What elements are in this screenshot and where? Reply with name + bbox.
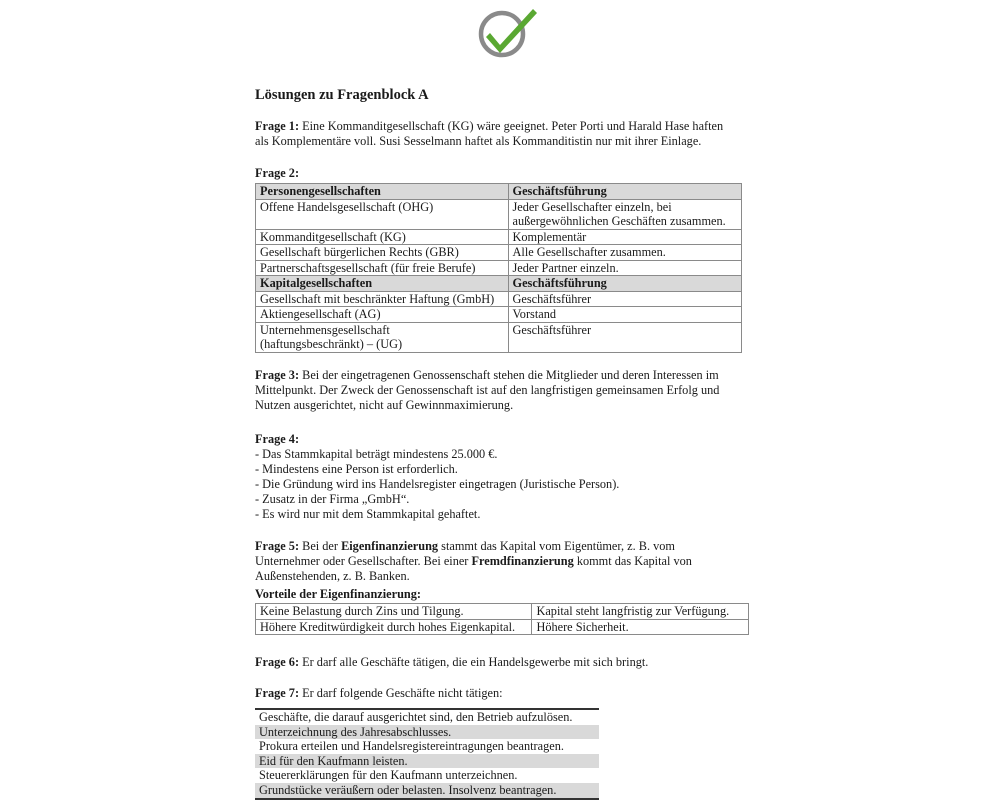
- table-cell: Geschäftsführer: [508, 291, 741, 307]
- vorteile-title: Vorteile der Eigenfinanzierung:: [255, 587, 421, 601]
- table-row: [256, 322, 742, 352]
- table-cell: Höhere Sicherheit.: [532, 619, 749, 635]
- list-item: Eid für den Kaufmann leisten.: [255, 754, 599, 769]
- frage-7: [255, 686, 503, 701]
- frage-1-text-line2: als Komplementäre voll. Susi Sesselmann haftet als Kommanditistin nur mit ihrer Einlage.: [255, 134, 702, 148]
- table-cell: Offene Handelsgesellschaft (OHG): [256, 199, 509, 229]
- table-cell: Jeder Partner einzeln.: [508, 260, 741, 276]
- frage-7-text: Er darf folgende Geschäfte nicht tätigen:: [302, 686, 503, 700]
- table-header-cell: Kapitalgesellschaften: [256, 276, 509, 292]
- table-cell: [256, 322, 509, 352]
- page-title: Lösungen zu Fragenblock A: [255, 87, 429, 103]
- table-cell: Geschäftsführer: [508, 322, 741, 352]
- frage-5-text: kommt das Kapital von: [576, 554, 692, 568]
- table-header-row: [256, 184, 742, 200]
- frage-5-text: Außenstehenden, z. B. Banken.: [255, 569, 410, 583]
- gesellschaften-table: [255, 183, 742, 353]
- list-item: Prokura erteilen und Handelsregistereintragungen beantragen.: [259, 739, 564, 754]
- frage-1-text-line1: Eine Kommanditgesellschaft (KG) wäre geeignet. Peter Porti und Harald Hase haften: [302, 119, 724, 133]
- frage-7-label: Frage 7:: [255, 686, 300, 700]
- frage-1: [255, 119, 723, 149]
- table-row: [256, 245, 742, 261]
- frage-6-text: Er darf alle Geschäfte tätigen, die ein Handelsgewerbe mit sich bringt.: [302, 655, 649, 669]
- table-cell: Partnerschaftsgesellschaft (für freie Berufe): [256, 260, 509, 276]
- frage-5-text: Unternehmer oder Gesellschafter. Bei einer: [255, 554, 469, 568]
- frage-6-label: Frage 6:: [255, 655, 300, 669]
- frage-3: [255, 368, 719, 413]
- table-row: [256, 291, 742, 307]
- frage-4-label: Frage 4:: [255, 432, 300, 446]
- table-cell: Kommanditgesellschaft (KG): [256, 229, 509, 245]
- list-item: Grundstücke veräußern oder belasten. Insolvenz beantragen.: [255, 783, 599, 798]
- cell-line: Jeder Gesellschafter einzeln, bei: [512, 199, 672, 214]
- frage-2-label: Frage 2:: [255, 166, 300, 180]
- frage-1-label: Frage 1:: [255, 119, 300, 133]
- list-item: - Das Stammkapital beträgt mindestens 25.000 €.: [255, 447, 498, 461]
- table-cell: Vorstand: [508, 307, 741, 323]
- table-row: [256, 199, 742, 229]
- cell-line: (haftungsbeschränkt) – (UG): [260, 337, 403, 351]
- table-cell: Gesellschaft bürgerlichen Rechts (GBR): [256, 245, 509, 261]
- table-cell: [508, 199, 741, 229]
- list-item: Unterzeichnung des Jahresabschlusses.: [255, 725, 599, 740]
- table-header-cell: Geschäftsführung: [508, 276, 741, 292]
- table-cell: Gesellschaft mit beschränkter Haftung (GmbH): [256, 291, 509, 307]
- frage-3-label: Frage 3:: [255, 368, 300, 382]
- table-cell: Aktiengesellschaft (AG): [256, 307, 509, 323]
- frage-3-text-line1: Bei der eingetragenen Genossenschaft stehen die Mitglieder und deren Interessen im: [302, 368, 719, 382]
- term-eigenfinanzierung: Eigenfinanzierung: [341, 539, 439, 553]
- frage-7-list: [255, 708, 599, 800]
- table-row: [256, 260, 742, 276]
- table-row: [256, 604, 749, 620]
- list-item: Steuererklärungen für den Kaufmann unterzeichnen.: [259, 768, 518, 783]
- table-header-cell: Geschäftsführung: [508, 184, 741, 200]
- frage-4: [255, 432, 619, 522]
- table-row: [256, 229, 742, 245]
- cell-line: außergewöhnlichen Geschäften zusammen.: [512, 214, 726, 228]
- vorteile-table: [255, 603, 749, 635]
- frage-5-text: Bei der: [302, 539, 338, 553]
- frage-5-text: stammt das Kapital vom Eigentümer, z. B. vom: [441, 539, 675, 553]
- list-item: - Mindestens eine Person ist erforderlich.: [255, 462, 458, 476]
- table-cell: Alle Gesellschafter zusammen.: [508, 245, 741, 261]
- table-cell: Komplementär: [508, 229, 741, 245]
- table-cell: Kapital steht langfristig zur Verfügung.: [532, 604, 749, 620]
- list-item: - Es wird nur mit dem Stammkapital gehaftet.: [255, 507, 481, 521]
- table-header-cell: Personengesellschaften: [256, 184, 509, 200]
- frage-5-label: Frage 5:: [255, 539, 300, 553]
- list-item: - Die Gründung wird ins Handelsregister eingetragen (Juristische Person).: [255, 477, 620, 491]
- table-cell: Höhere Kreditwürdigkeit durch hohes Eigenkapital.: [256, 619, 532, 635]
- table-row: [256, 307, 742, 323]
- list-item: - Zusatz in der Firma „GmbH“.: [255, 492, 410, 506]
- frage-3-text-line3: Nutzen ausgerichtet, nicht auf Gewinnmaximierung.: [255, 398, 514, 412]
- frage-5: [255, 539, 692, 584]
- list-item: Geschäfte, die darauf ausgerichtet sind, den Betrieb aufzulösen.: [259, 710, 573, 724]
- frage-3-text-line2: Mittelpunkt. Der Zweck der Genossenschaft ist auf den langfristigen gemeinsamen Erfolg und: [255, 383, 720, 397]
- cell-line: Unternehmensgesellschaft: [260, 322, 390, 337]
- table-row: [256, 619, 749, 635]
- table-cell: Keine Belastung durch Zins und Tilgung.: [256, 604, 532, 620]
- table-header-row: [256, 276, 742, 292]
- term-fremdfinanzierung: Fremdfinanzierung: [471, 554, 574, 568]
- checkmark-icon: [473, 5, 539, 59]
- frage-6: [255, 655, 648, 670]
